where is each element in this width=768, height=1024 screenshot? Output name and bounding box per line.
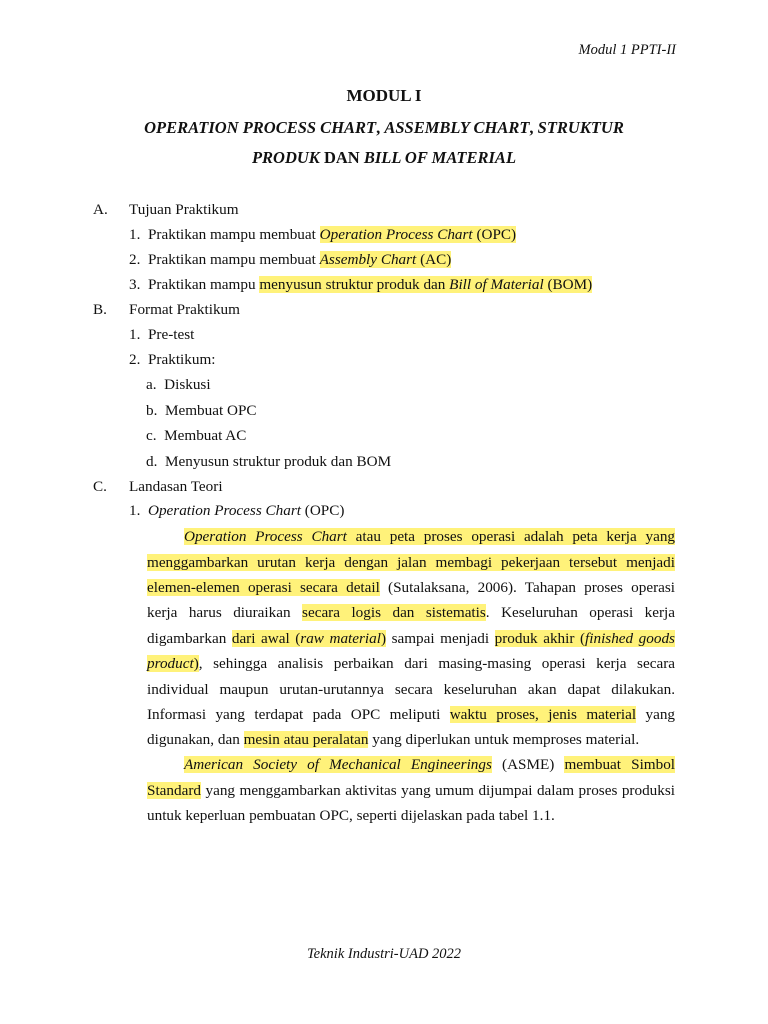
format-item-2: 2. Praktikum: bbox=[129, 351, 216, 368]
theory-item-1: 1. Operation Process Chart (OPC) bbox=[129, 502, 345, 519]
page-title: MODUL I bbox=[346, 86, 422, 105]
highlight: menyusun struktur produk dan Bill of Material (BOM) bbox=[259, 276, 593, 293]
paragraph-2-line-1: American Society of Mechanical Engineerings (ASME) membuat Simbol bbox=[184, 756, 676, 773]
section-c-title: Landasan Teori bbox=[129, 478, 223, 495]
objective-item-1: 1. Praktikan mampu membuat Operation Process Chart (OPC) bbox=[129, 226, 517, 243]
paragraph-1-line-6: product), sehingga analisis perbaikan dari masing-masing operasi kerja secara bbox=[147, 655, 675, 672]
paragraph-1-line-7: individual maupun urutan-urutannya secara keseluruhan akan dapat dilakukan. bbox=[147, 681, 675, 698]
section-c-letter: C. bbox=[93, 478, 107, 495]
format-subitem-c: c. Membuat AC bbox=[146, 427, 247, 444]
paragraph-2-line-2: Standard yang menggambarkan aktivitas yang umum dijumpai dalam proses produksi bbox=[147, 782, 675, 799]
section-b-title: Format Praktikum bbox=[129, 301, 240, 318]
page-header: Modul 1 PPTI-II bbox=[578, 42, 676, 58]
subtitle-line-2: PRODUK DAN BILL OF MATERIAL bbox=[251, 148, 517, 167]
paragraph-1-line-9: digunakan, dan mesin atau peralatan yang diperlukan untuk memproses material. bbox=[147, 731, 640, 748]
objective-item-3: 3. Praktikan mampu menyusun struktur produk dan Bill of Material (BOM) bbox=[129, 276, 593, 293]
section-a-title: Tujuan Praktikum bbox=[129, 201, 239, 218]
objective-item-2: 2. Praktikan mampu membuat Assembly Chart (AC) bbox=[129, 251, 452, 268]
section-b-letter: B. bbox=[93, 301, 107, 318]
format-item-1: 1. Pre-test bbox=[129, 326, 195, 343]
section-a-letter: A. bbox=[93, 201, 108, 218]
paragraph-1-line-2: menggambarkan urutan kerja dengan jalan membagi pekerjaan tersebut menjadi bbox=[147, 554, 675, 571]
highlight: Operation Process Chart (OPC) bbox=[319, 226, 517, 243]
paragraph-1-line-8: Informasi yang terdapat pada OPC meliputi waktu proses, jenis material yang bbox=[147, 706, 676, 723]
paragraph-1-line-3: elemen-elemen operasi secara detail (Sutalaksana, 2006). Tahapan proses operasi bbox=[147, 579, 676, 596]
page-footer: Teknik Industri-UAD 2022 bbox=[306, 946, 462, 962]
format-subitem-a: a. Diskusi bbox=[146, 376, 211, 393]
paragraph-2-line-3: untuk keperluan pembuatan OPC, seperti dijelaskan pada tabel 1.1. bbox=[147, 807, 555, 824]
format-subitem-d: d. Menyusun struktur produk dan BOM bbox=[146, 453, 392, 470]
highlight: Assembly Chart (AC) bbox=[319, 251, 452, 268]
paragraph-1-line-1: Operation Process Chart atau peta proses operasi adalah peta kerja yang bbox=[184, 528, 676, 545]
subtitle-line-1: OPERATION PROCESS CHART, ASSEMBLY CHART, STRUKTUR bbox=[144, 118, 624, 137]
paragraph-1-line-4: kerja harus diuraikan secara logis dan sistematis. Keseluruhan operasi kerja bbox=[147, 604, 675, 621]
paragraph-1-line-5: digambarkan dari awal (raw material) sampai menjadi produk akhir (finished goods bbox=[147, 630, 675, 647]
format-subitem-b: b. Membuat OPC bbox=[146, 402, 257, 419]
